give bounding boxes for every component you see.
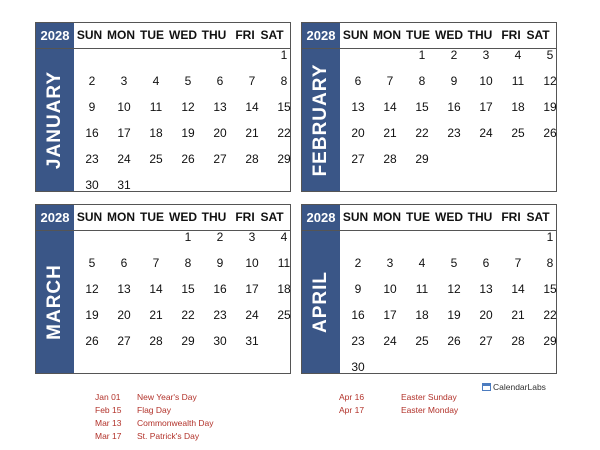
day-cell: 3 — [386, 256, 394, 270]
day-cell: 30 — [351, 360, 365, 374]
day-cell: 28 — [149, 334, 163, 348]
holiday-name: New Year's Day — [137, 392, 197, 402]
weekday-tue: TUE — [406, 28, 430, 42]
weekday-wed: WED — [169, 210, 197, 224]
day-cell: 8 — [184, 256, 192, 270]
weekday-thu: THU — [201, 28, 227, 42]
day-cell: 8 — [418, 74, 426, 88]
weekday-sat: SAT — [260, 210, 284, 224]
day-cell: 26 — [543, 126, 557, 140]
day-cell: 23 — [351, 334, 365, 348]
weekday-mon: MON — [107, 210, 135, 224]
day-cell: 18 — [511, 100, 525, 114]
day-cell: 21 — [149, 308, 163, 322]
day-cell: 13 — [117, 282, 131, 296]
day-cell: 1 — [280, 48, 288, 62]
day-cell: 1 — [184, 230, 192, 244]
day-cell: 31 — [245, 334, 259, 348]
day-cell: 3 — [120, 74, 128, 88]
day-cell: 15 — [277, 100, 291, 114]
day-cell: 29 — [181, 334, 195, 348]
day-cell: 31 — [117, 178, 131, 192]
year-label: 2028 — [302, 205, 340, 230]
day-cell: 21 — [245, 126, 259, 140]
day-cell: 26 — [447, 334, 461, 348]
day-cell: 17 — [383, 308, 397, 322]
day-cell: 5 — [450, 256, 458, 270]
day-cell: 17 — [245, 282, 259, 296]
day-cell: 13 — [351, 100, 365, 114]
day-cell: 17 — [479, 100, 493, 114]
holiday-date: Apr 16 — [339, 392, 365, 402]
day-cell: 23 — [447, 126, 461, 140]
holiday-name: Commonwealth Day — [137, 418, 214, 428]
calendar-month-april — [301, 204, 557, 374]
month-name: JANUARY — [44, 70, 65, 170]
day-cell: 24 — [383, 334, 397, 348]
month-name: FEBRUARY — [310, 63, 331, 177]
day-cell: 4 — [152, 74, 160, 88]
logo-text: CalendarLabs — [493, 381, 546, 392]
weekday-thu: THU — [467, 210, 493, 224]
weekday-mon: MON — [107, 28, 135, 42]
day-cell: 29 — [415, 152, 429, 166]
day-cell: 3 — [482, 48, 490, 62]
weekday-sat: SAT — [526, 210, 550, 224]
calendar-icon — [482, 383, 491, 391]
day-cell: 16 — [447, 100, 461, 114]
day-cell: 20 — [117, 308, 131, 322]
day-cell: 1 — [546, 230, 554, 244]
day-cell: 28 — [245, 152, 259, 166]
day-cell: 23 — [213, 308, 227, 322]
day-cell: 16 — [213, 282, 227, 296]
day-cell: 5 — [184, 74, 192, 88]
day-cell: 28 — [383, 152, 397, 166]
day-cell: 30 — [85, 178, 99, 192]
holiday-date: Jan 01 — [95, 392, 121, 402]
month-name: MARCH — [44, 264, 65, 340]
day-cell: 24 — [479, 126, 493, 140]
day-cell: 26 — [85, 334, 99, 348]
day-cell: 25 — [415, 334, 429, 348]
day-cell: 26 — [181, 152, 195, 166]
weekday-fri: FRI — [501, 28, 521, 42]
day-cell: 5 — [88, 256, 96, 270]
day-cell: 30 — [213, 334, 227, 348]
holiday-date: Mar 13 — [95, 418, 122, 428]
month-header — [302, 205, 556, 231]
weekday-mon: MON — [373, 210, 401, 224]
day-cell: 27 — [213, 152, 227, 166]
day-cell: 4 — [280, 230, 288, 244]
weekday-tue: TUE — [406, 210, 430, 224]
day-cell: 18 — [277, 282, 291, 296]
day-cell: 17 — [117, 126, 131, 140]
day-cell: 25 — [149, 152, 163, 166]
calendar-month-march — [35, 204, 291, 374]
day-cell: 20 — [351, 126, 365, 140]
month-name: APRIL — [310, 271, 331, 333]
day-cell: 1 — [418, 48, 426, 62]
day-cell: 27 — [117, 334, 131, 348]
holiday-date: Apr 17 — [339, 405, 365, 415]
weekday-sat: SAT — [260, 28, 284, 42]
day-cell: 5 — [546, 48, 554, 62]
day-cell: 19 — [85, 308, 99, 322]
day-cell: 8 — [280, 74, 288, 88]
day-cell: 6 — [216, 74, 224, 88]
day-cell: 27 — [479, 334, 493, 348]
day-cell: 9 — [216, 256, 224, 270]
day-cell: 19 — [447, 308, 461, 322]
day-cell: 7 — [152, 256, 160, 270]
day-cell: 22 — [181, 308, 195, 322]
year-label: 2028 — [302, 23, 340, 48]
day-cell: 23 — [85, 152, 99, 166]
calendar-month-february — [301, 22, 557, 192]
day-cell: 22 — [415, 126, 429, 140]
day-cell: 2 — [88, 74, 96, 88]
day-cell: 9 — [354, 282, 362, 296]
day-cell: 14 — [149, 282, 163, 296]
weekday-sun: SUN — [76, 210, 103, 224]
day-cell: 9 — [450, 74, 458, 88]
weekday-sun: SUN — [342, 28, 369, 42]
month-side-band — [36, 49, 74, 191]
day-cell: 3 — [248, 230, 256, 244]
day-cell: 22 — [543, 308, 557, 322]
weekday-fri: FRI — [235, 28, 255, 42]
weekday-sat: SAT — [526, 28, 550, 42]
day-cell: 6 — [354, 74, 362, 88]
day-cell: 8 — [546, 256, 554, 270]
day-cell: 12 — [85, 282, 99, 296]
day-cell: 15 — [181, 282, 195, 296]
day-cell: 10 — [117, 100, 131, 114]
day-cell: 7 — [248, 74, 256, 88]
weekday-wed: WED — [435, 210, 463, 224]
day-cell: 2 — [216, 230, 224, 244]
holiday-name: Easter Sunday — [401, 392, 457, 402]
weekday-tue: TUE — [140, 210, 164, 224]
weekday-sun: SUN — [342, 210, 369, 224]
holiday-date: Mar 17 — [95, 431, 122, 441]
weekday-thu: THU — [467, 28, 493, 42]
day-cell: 7 — [386, 74, 394, 88]
weekday-mon: MON — [373, 28, 401, 42]
weekday-fri: FRI — [235, 210, 255, 224]
day-cell: 10 — [383, 282, 397, 296]
day-cell: 14 — [383, 100, 397, 114]
day-cell: 2 — [450, 48, 458, 62]
day-cell: 4 — [514, 48, 522, 62]
day-cell: 19 — [181, 126, 195, 140]
day-cell: 20 — [479, 308, 493, 322]
day-cell: 6 — [120, 256, 128, 270]
day-cell: 9 — [88, 100, 96, 114]
day-cell: 10 — [245, 256, 259, 270]
day-cell: 2 — [354, 256, 362, 270]
weekday-wed: WED — [435, 28, 463, 42]
day-cell: 29 — [277, 152, 291, 166]
day-cell: 18 — [415, 308, 429, 322]
day-cell: 18 — [149, 126, 163, 140]
month-header — [36, 23, 290, 49]
day-cell: 22 — [277, 126, 291, 140]
holiday-name: St. Patrick's Day — [137, 431, 200, 441]
weekday-wed: WED — [169, 28, 197, 42]
weekday-sun: SUN — [76, 28, 103, 42]
holiday-date: Feb 15 — [95, 405, 122, 415]
day-cell: 12 — [181, 100, 195, 114]
day-cell: 21 — [511, 308, 525, 322]
day-cell: 12 — [447, 282, 461, 296]
day-cell: 24 — [117, 152, 131, 166]
day-cell: 11 — [149, 100, 163, 114]
calendarlabs-logo — [482, 380, 546, 393]
day-cell: 15 — [415, 100, 429, 114]
month-side-band — [302, 49, 340, 191]
day-cell: 6 — [482, 256, 490, 270]
day-cell: 29 — [543, 334, 557, 348]
day-cell: 16 — [351, 308, 365, 322]
holiday-name: Easter Monday — [401, 405, 459, 415]
year-label: 2028 — [36, 23, 74, 48]
day-cell: 20 — [213, 126, 227, 140]
day-cell: 14 — [245, 100, 259, 114]
day-cell: 13 — [213, 100, 227, 114]
day-cell: 11 — [511, 74, 525, 88]
day-cell: 28 — [511, 334, 525, 348]
day-cell: 24 — [245, 308, 259, 322]
day-cell: 16 — [85, 126, 99, 140]
weekday-tue: TUE — [140, 28, 164, 42]
day-cell: 4 — [418, 256, 426, 270]
day-cell: 14 — [511, 282, 525, 296]
month-side-band — [302, 231, 340, 373]
day-cell: 25 — [277, 308, 291, 322]
day-cell: 11 — [277, 256, 291, 270]
day-cell: 27 — [351, 152, 365, 166]
day-cell: 13 — [479, 282, 493, 296]
day-cell: 7 — [514, 256, 522, 270]
year-label: 2028 — [36, 205, 74, 230]
day-cell: 11 — [415, 282, 429, 296]
calendar-month-january — [35, 22, 291, 192]
weekday-thu: THU — [201, 210, 227, 224]
weekday-fri: FRI — [501, 210, 521, 224]
month-side-band — [36, 231, 74, 373]
day-cell: 12 — [543, 74, 557, 88]
day-cell: 19 — [543, 100, 557, 114]
day-cell: 10 — [479, 74, 493, 88]
holiday-name: Flag Day — [137, 405, 172, 415]
day-cell: 15 — [543, 282, 557, 296]
day-cell: 25 — [511, 126, 525, 140]
day-cell: 21 — [383, 126, 397, 140]
